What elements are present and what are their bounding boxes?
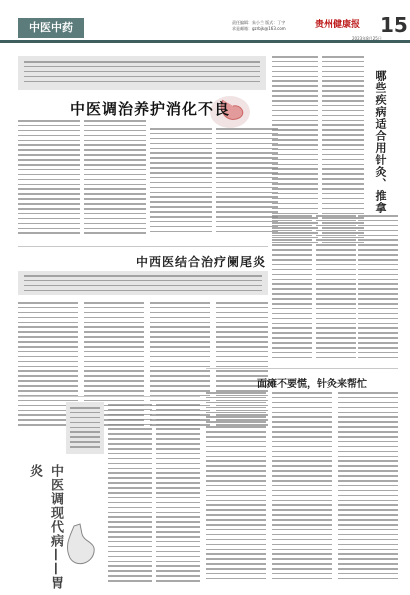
- article3-title: 面瘫不要慌，针灸来帮忙: [257, 379, 367, 390]
- stomach-feature-illustration: [60, 520, 100, 570]
- header-rule: [0, 40, 410, 43]
- editor-line: 责任编辑：朱小兰 版式：丁宇: [232, 20, 286, 25]
- issue-date: 2023年8月25日: [352, 36, 382, 41]
- article3-body-col1: [206, 392, 266, 583]
- article1-intro-box: [18, 56, 266, 90]
- editor-email: 求是邮箱：gzrbjk@163.com: [232, 25, 286, 31]
- feature-vertical-title: 中医调现代病——胃炎: [27, 464, 63, 590]
- article2-intro-box: [18, 271, 268, 295]
- article1-body-col2: [84, 120, 146, 237]
- right-lower-col2: [316, 215, 356, 362]
- article3-top-rule: [206, 368, 398, 369]
- right-lower-col1: [272, 215, 312, 362]
- article2-top-rule: [18, 246, 268, 247]
- article3-body-col2: [272, 392, 332, 583]
- editor-info: [232, 20, 286, 31]
- right-mid-col: [358, 215, 398, 362]
- article1-body-col4: [216, 128, 278, 236]
- feature-body-col2: [156, 404, 200, 585]
- section-tag: 中医中药: [18, 18, 84, 38]
- article3-body-col3: [338, 392, 398, 583]
- article1-title: 中医调治养护消化不良: [70, 100, 231, 118]
- feature-quote-box: [66, 402, 104, 454]
- page-number: 15: [380, 13, 408, 37]
- feature-top-rule: [18, 396, 200, 397]
- article1-body-col1: [18, 120, 80, 237]
- article2-title: 中西医结合治疗阑尾炎: [136, 255, 267, 269]
- article1-body-col3: [150, 128, 212, 236]
- paper-name: 贵州健康报: [315, 20, 361, 30]
- feature-body-col1: [108, 404, 152, 585]
- sidebar-vertical-title: 哪些疾病适合用针灸、推拿: [374, 70, 387, 214]
